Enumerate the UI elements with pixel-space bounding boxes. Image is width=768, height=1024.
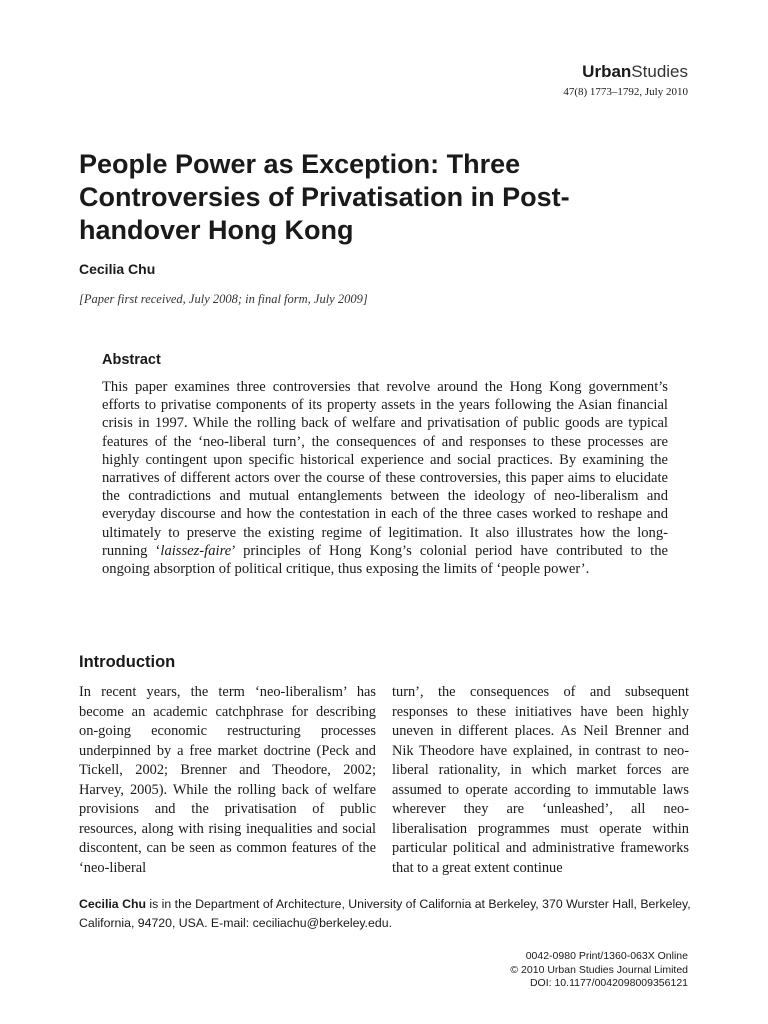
journal-header — [563, 62, 688, 100]
author-name: Cecilia Chu — [79, 261, 156, 277]
affiliation-text: is in the Department of Architecture, University of California at Berkeley, 370 Wurster Hall, Berkeley, California, 94720, USA. E-mail: ceciliachu@berkeley.edu. — [79, 897, 691, 930]
journal-name-bold: Urban — [582, 62, 632, 81]
journal-name-light: Studies — [631, 62, 688, 81]
doi-line: DOI: 10.1177/0042098009356121 — [529, 977, 688, 989]
abstract-text-part-2: ’ principles of Hong Kong’s colonial period have contributed to the ongoing absorption of political critique, thus exposing the limits of ‘people power’. — [102, 542, 668, 578]
introduction-right-column: turn’, the consequences of and subsequent responses to these initiatives have been highly uneven in different places. As Neil Brenner and Nik Theodore have explained, in contrast to neo-liberal rationality, in which market forces are assumed to operate according to immutable laws wherever they are ‘unleashed’, all neo-liberalisation programmes must operate within particular political and administrative frameworks that to a great extent continue — [392, 684, 689, 876]
journal-name — [563, 62, 688, 82]
introduction-left-column: In recent years, the term ‘neo-liberalism’ has become an academic catchphrase for describing on-going economic restructuring processes underpinned by a free market doctrine (Peck and Tickell, 2002; Brenner and Theodore, 2002; Harvey, 2005). While the rolling back of welfare provisions and the privatisation of public resources, along with rising inequalities and social discontent, can be seen as common features of the ‘neo-liberal — [79, 684, 376, 876]
abstract-text-part-1: This paper examines three controversies that revolve around the Hong Kong government’s efforts to privatise components of its property assets in the years following the Asian financial crisis in 1997. While the rolling back of welfare and privatisation of public goods are typical features of the ‘neo-liberal turn’, the consequences of and responses to these processes are highly contingent upon specific historical experience and social practices. By examining the narratives of different actors over the course of these controversies, this paper aims to elucidate the contradictions and mutual entanglements between the ideology of neo-liberalism and everyday discourse and how the contestation in each of the three cases worked to reshape and ultimately to preserve the existing regime of legitimation. It also illustrates how the long-running ‘ — [102, 379, 668, 559]
print-info — [510, 950, 688, 991]
author-affiliation — [79, 895, 691, 933]
introduction-heading: Introduction — [79, 653, 176, 671]
abstract-text — [102, 378, 668, 578]
abstract-italic-term: laissez-faire — [160, 542, 232, 559]
copyright-line: © 2010 Urban Studies Journal Limited — [510, 963, 688, 976]
abstract-heading: Abstract — [102, 352, 161, 368]
journal-citation: 47(8) 1773–1792, July 2010 — [563, 86, 688, 98]
abstract-section — [102, 350, 668, 578]
issn-line: 0042-0980 Print/1360-063X Online — [525, 950, 688, 962]
received-dates: [Paper first received, July 2008; in final form, July 2009] — [79, 292, 368, 306]
paper-title: People Power as Exception: Three Controversies of Privatisation in Post-handover Hong Kong — [79, 149, 570, 245]
affiliation-author-name: Cecilia Chu — [79, 897, 146, 911]
